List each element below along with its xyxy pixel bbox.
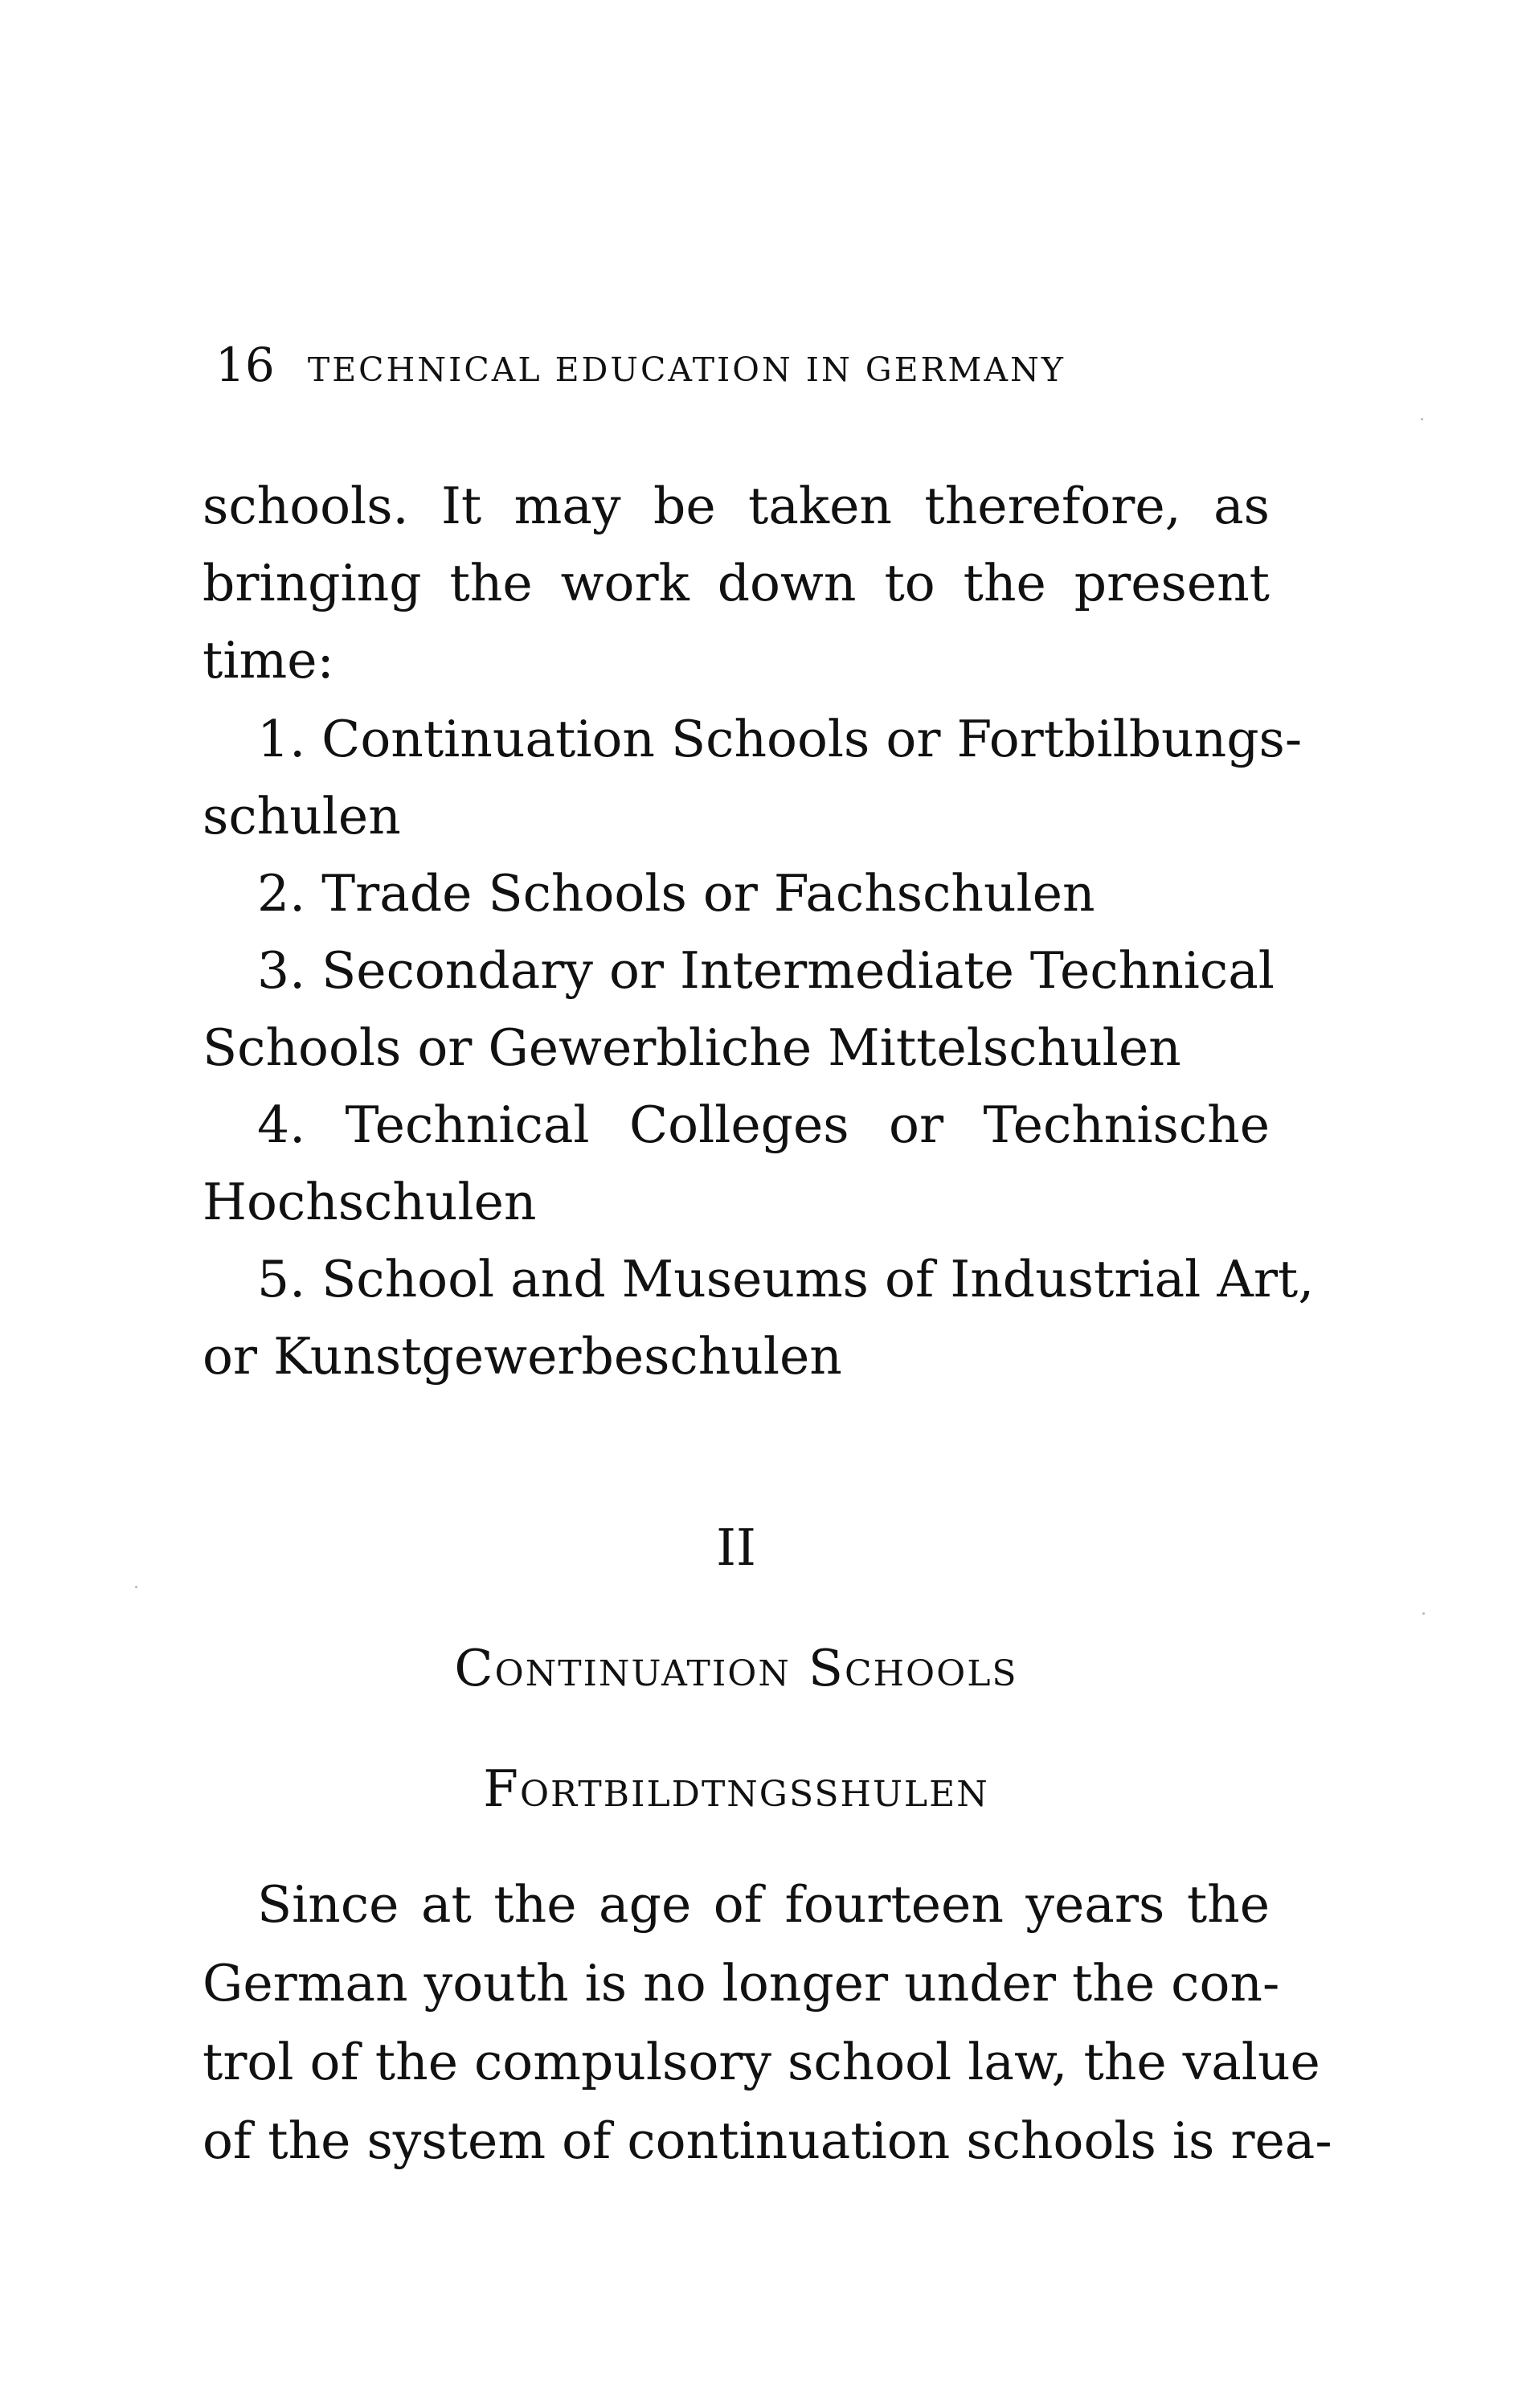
intro-line-3: time: — [203, 631, 334, 690]
list-item-5: 5. School and Museums of Industrial Art, — [257, 1250, 1315, 1308]
scan-speck — [1421, 418, 1423, 420]
body-line-1: Since at the age of fourteen years the — [257, 1875, 1270, 1934]
scan-speck — [1422, 1612, 1425, 1615]
list-item-3-continued: Schools or Gewerbliche Mittelschulen — [203, 1018, 1181, 1077]
list-item-4: 4. Technical Colleges or Technische — [257, 1095, 1270, 1154]
intro-line-1: schools. It may be taken therefore, as — [203, 477, 1270, 535]
intro-line-2: bringing the work down to the present — [203, 554, 1270, 612]
section-subtitle: Fortbildtngsshulen — [483, 1759, 989, 1818]
body-line-2: German youth is no longer under the con- — [203, 1954, 1280, 2013]
body-line-4: of the system of continuation schools is rea- — [203, 2111, 1332, 2170]
page-number: 16 — [215, 338, 275, 392]
list-item-1-continued: schulen — [203, 787, 401, 846]
list-item-4-continued: Hochschulen — [203, 1173, 537, 1231]
scan-speck — [135, 1586, 137, 1588]
list-item-3: 3. Secondary or Intermediate Technical — [257, 941, 1275, 1000]
section-number: II — [716, 1518, 756, 1577]
list-item-2: 2. Trade Schools or Fachschulen — [257, 864, 1095, 923]
list-item-1: 1. Continuation Schools or Fortbilbungs- — [257, 710, 1303, 768]
running-title: TECHNICAL EDUCATION IN GERMANY — [307, 350, 1066, 389]
body-line-3: trol of the compulsory school law, the value — [203, 2033, 1320, 2091]
section-title: Continuation Schools — [454, 1639, 1018, 1697]
page-header — [215, 338, 1260, 402]
list-item-5-continued: or Kunstgewerbeschulen — [203, 1327, 842, 1386]
